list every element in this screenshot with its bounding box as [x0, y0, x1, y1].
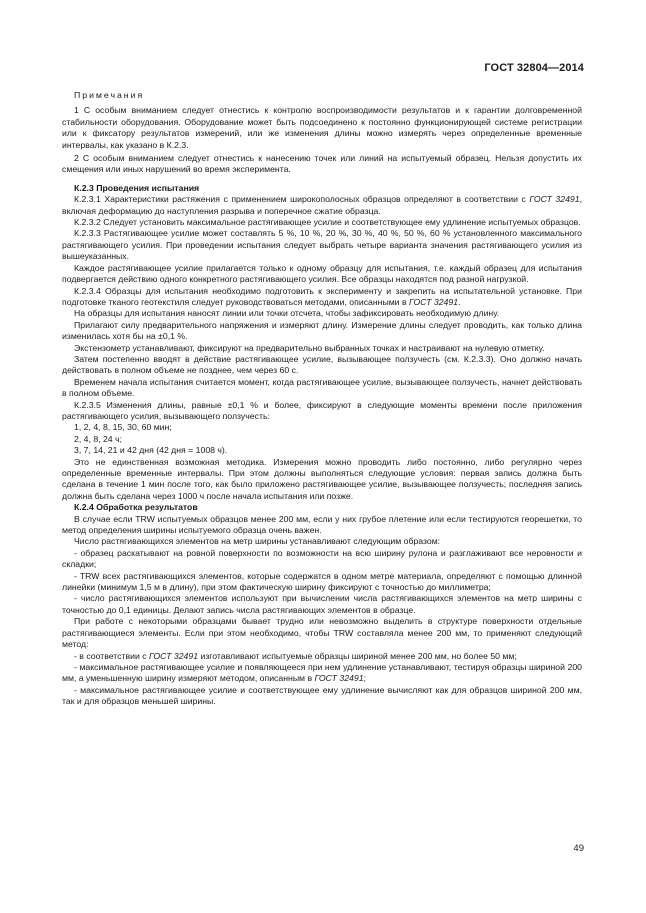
paragraph-k233: К.2.3.3 Растягивающее усилие может составлять 5 %, 10 %, 20 %, 30 %, 40 %, 50 %, 60 % установленного максимального растягивающего усилия. При проведении испытания следует выбрать четыре варианта значения растягивающего усилия из вышеуказанных. [62, 228, 582, 262]
paragraph-difficult-samples: При работе с некоторыми образцами бывает трудно или невозможно выделить в структуре поверхности отдельные растягивающиеся элементы. Если при этом необходимо, чтобы TRW составляла менее 200 мм, то применяют следующий метод: [62, 616, 582, 650]
paragraph-k232: К.2.3.2 Следует установить максимальное растягивающее усилие и соответствующее ему удлинение испытуемых образцов. [74, 217, 581, 228]
list-item: - в соответствии с ГОСТ 32491 изготавливают испытуемые образцы шириной менее 200 мм, но более 50 мм; [74, 650, 517, 661]
paragraph-alternative-method: Это не единственная возможная методика. Измерения можно проводить либо постоянно, либо регулярно через определенные временные интервалы. При этом должны выполняться следующие условия: первая запись должна быть сделана в течение 1 мин после того, как было приложено растягивающее усилие, вызывающее ползучесть; последняя запись должна быть сделана через 1000 ч после начала испытания или позже. [62, 456, 582, 501]
paragraph-k235: К.2.3.5 Изменения длины, равные ±0,1 % и более, фиксируют в следующие моменты времени после приложения растягивающего усилия, вызывающего ползучесть: [62, 399, 582, 421]
list-item: - TRW всех растягивающихся элементов, которые содержатся в одном метре материала, определяют с помощью длинной линейки (минимум 1,5 м в длину), при этом фактическую ширину фиксируют с точностью до миллиметра; [62, 570, 582, 593]
section-k24-heading: К.2.4 Обработка результатов [74, 502, 198, 513]
paragraph-load-per-sample: Каждое растягивающее усилие прилагается только к одному образцу для испытания, т.е. каждый образец для испытания подвергается действию одного конкретного растягивающего усилия. Все образцы находятся под разной нагрузкой. [62, 262, 582, 285]
list-item: - максимальное растягивающее усилие и соответствующее ему удлинение вычисляют как для образцов шириной 200 мм, так и для образцов меньшей ширины. [62, 684, 582, 707]
list-item: - образец раскатывают на ровной поверхности по возможности на всю ширину рулона и разглаживают все неровности и складки; [62, 547, 582, 570]
paragraph-extensometer: Экстензометр устанавливают, фиксируют на предварительно выбранных точках и настраивают на нулевую отметку. [74, 342, 545, 353]
paragraph-start-time: Временем начала испытания считается момент, когда растягивающее усилие, вызывающее ползучесть, начнет действовать в полном объеме. [62, 376, 582, 399]
time-list-minutes: 1, 2, 4, 8, 15, 30, 60 мин; [74, 422, 172, 433]
paragraph-count-elements: Число растягивающихся элементов на метр ширины устанавливают следующим образом: [74, 536, 441, 547]
list-item: - максимальное растягивающее усилие и появляющееся при нем удлинение устанавливают, тестируя образцы шириной 200 мм, а уменьшенную ширину измеряют методом, описанным в ГОСТ 32491; [62, 661, 582, 684]
list-item: - число растягивающихся элементов используют при вычислении числа растягивающихся элементов на метр ширины с точностью до 0,1 единицы. Делают запись числа растягивающих элементов в образце. [62, 593, 582, 615]
notes-title: Примечания [74, 90, 145, 100]
paragraph-k231: К.2.3.1 Характеристики растяжения с применением широкополосных образцов определяют в соответствии с ГОСТ 32491, включая деформацию до наступления разрыва и поперечное сжатие образца. [62, 194, 582, 216]
paragraph-trw-width: В случае если TRW испытуемых образцов менее 200 мм, если у них грубое плетение или если тестируются георешетки, то метод определения ширины испытуемого образца очень важен. [62, 513, 582, 536]
paragraph-k234: К.2.3.4 Образцы для испытания необходимо подготовить к эксперименту и закрепить на испытательной установке. При подготовке тканого геотекстиля следует руководствоваться методами, описанными в ГОСТ 32491. [62, 285, 582, 307]
time-list-days: 3, 7, 14, 21 и 42 дня (42 дня = 1008 ч). [74, 445, 228, 456]
note-1: 1 С особым вниманием следует отнестись к контролю воспроизводимости результатов и к гарантии долговременной стабильности оборудования. Оборудование может быть подсоединено к постоянно функционирующей системе регистрации или к фиксатору результатов измерений, или же изменения длины можно измерять через определенные временные интервалы, как указано в К.2.3. [62, 105, 582, 150]
page-number: 49 [573, 843, 584, 854]
time-list-hours: 2, 4, 8, 24 ч; [74, 433, 122, 444]
standard-number: ГОСТ 32804—2014 [484, 62, 584, 74]
section-k23-heading: К.2.3 Проведения испытания [74, 182, 200, 193]
note-2: 2 С особым вниманием следует отнестись к нанесению точек или линий на испытуемый образец. Нельзя допустить их смещения или иных нарушений во время эксперимента. [62, 153, 582, 175]
paragraph-pretension: Прилагают силу предварительного напряжения и измеряют длину. Измерение длины следует проводить, как только длина изменилась хотя бы на ±0,1 %. [62, 319, 582, 342]
page-content [62, 90, 582, 708]
paragraph-apply-load: Затем постепенно вводят в действие растягивающее усилие, вызывающее ползучесть (см. К.2.3.3). Оно должно начать действовать в полном объеме не позднее, чем через 60 с. [62, 353, 582, 376]
paragraph-reference-marks: На образцы для испытания наносят линии или точки отсчета, чтобы зафиксировать необходимую длину. [74, 308, 500, 319]
